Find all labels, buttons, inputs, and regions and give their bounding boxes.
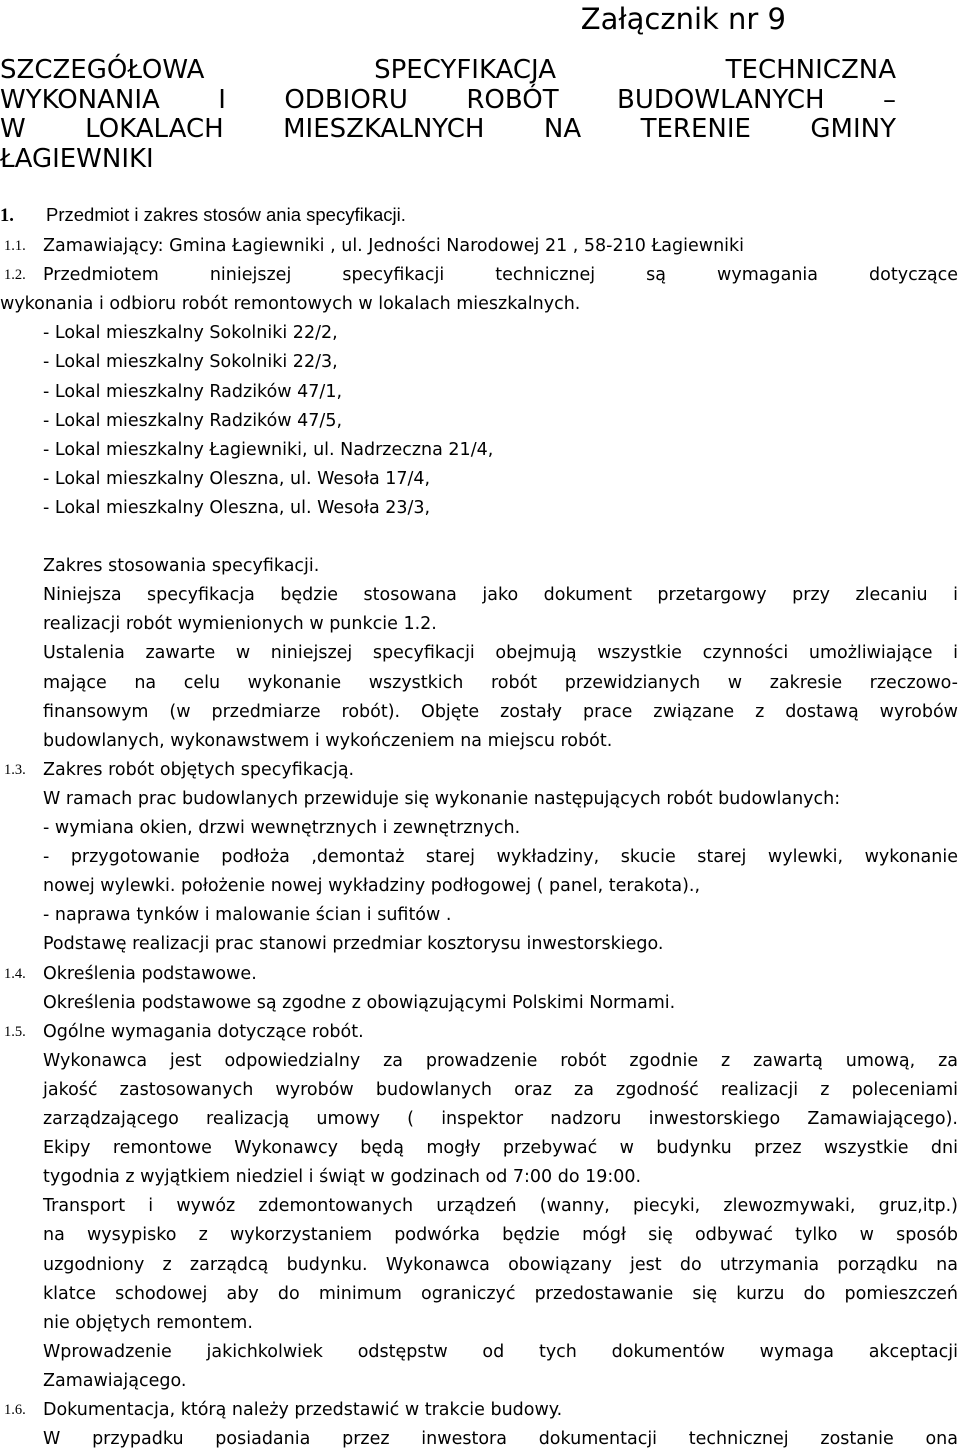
- title-word: –: [882, 84, 896, 115]
- line-text: Zakres stosowania specyfikacji.: [43, 556, 320, 577]
- line-text: Zamawiającego.: [43, 1370, 187, 1391]
- title-word: W: [0, 114, 26, 144]
- title-word: TERENIE: [640, 114, 751, 144]
- line-text: budowlanych, wykonawstwem i wykończeniem na miejscu robót.: [43, 730, 613, 751]
- document-title: [0, 56, 896, 174]
- item-number: 1.6.: [4, 1402, 26, 1418]
- line-text: wykonania i odbioru robót remontowych w lokalach mieszkalnych.: [0, 294, 581, 315]
- line-text: Wykonawca jest odpowiedzialny za prowadzenie robót zgodnie z zawartą umową, za: [43, 1050, 958, 1071]
- line-text: Zakres robót objętych specyfikacją.: [43, 759, 355, 780]
- title-word: I: [218, 84, 226, 115]
- line-text: Podstawę realizacji prac stanowi przedmiar kosztorysu inwestorskiego.: [43, 934, 664, 955]
- line-text: Ekipy remontowe Wykonawcy będą mogły przebywać w budynku przez wszystkie dni: [43, 1138, 958, 1159]
- section-heading-1: [0, 202, 406, 229]
- title-word: GMINY: [810, 114, 896, 144]
- annex-label: Załącznik nr 9: [580, 2, 786, 36]
- line-text: Ustalenia zawarte w niniejszej specyfikacji obejmują wszystkie czynności umożliwiające i: [43, 643, 958, 664]
- line-text: jakość zastosowanych wyrobów budowlanych oraz za zgodność realizacji z poleceniami: [43, 1079, 958, 1100]
- line-text: realizacji robót wymienionych w punkcie 1.2.: [43, 614, 437, 635]
- line-text: - Lokal mieszkalny Łagiewniki, ul. Nadrzeczna 21/4,: [43, 439, 494, 460]
- line-text: - Lokal mieszkalny Sokolniki 22/2,: [43, 323, 338, 344]
- line-text: - Lokal mieszkalny Oleszna, ul. Wesoła 17/4,: [43, 468, 431, 489]
- item-number: 1.3.: [4, 761, 26, 778]
- line-text: na wysypisko z wykorzystaniem podwórka będzie mógł się odbywać tylko w sposób: [43, 1225, 958, 1246]
- line-text: Zamawiający: Gmina Łagiewniki , ul. Jedności Narodowej 21 , 58-210 Łagiewniki: [43, 236, 745, 256]
- title-word: ODBIORU: [284, 84, 408, 115]
- title-word: ŁAGIEWNIKI: [0, 143, 154, 174]
- line-text: nowej wylewki. położenie nowej wykładziny podłogowej ( panel, terakota).,: [43, 876, 701, 897]
- title-word: NA: [543, 114, 582, 144]
- line-text: Transport i wywóz zdemontowanych urządzeń (wanny, piecyki, zlewozmywaki, gruz,itp.): [43, 1196, 958, 1217]
- line-text: Określenia podstawowe są zgodne z obowiązującymi Polskimi Normami.: [43, 992, 676, 1013]
- line-text: - Lokal mieszkalny Sokolniki 22/3,: [43, 352, 338, 373]
- line-text: mające na celu wykonanie wszystkich robót przewidzianych w zakresie rzeczowo-: [43, 672, 958, 693]
- line-text: nie objętych remontem.: [43, 1312, 253, 1333]
- title-word: TECHNICZNA: [725, 55, 896, 85]
- line-text: - przygotowanie podłoża ,demontaż starej wykładziny, skucie starej wylewki, wykonanie: [43, 847, 958, 868]
- line-text: Dokumentacja, którą należy przedstawić w trakcie budowy.: [43, 1400, 563, 1420]
- line-text: - Lokal mieszkalny Oleszna, ul. Wesoła 23/3,: [43, 497, 431, 518]
- section-number: 1.: [0, 206, 14, 226]
- line-text: Niniejsza specyfikacja będzie stosowana jako dokument przetargowy przy zlecaniu i: [43, 585, 958, 606]
- line-text: W ramach prac budowlanych przewiduje się wykonanie następujących robót budowlanych:: [43, 788, 841, 809]
- line-text: - wymiana okien, drzwi wewnętrznych i zewnętrznych.: [43, 818, 521, 838]
- title-word: SZCZEGÓŁOWA: [0, 55, 205, 85]
- line-text: W przypadku posiadania przez inwestora dokumentacji technicznej zostanie ona: [43, 1429, 958, 1450]
- line-text: Wprowadzenie jakichkolwiek odstępstw od tych dokumentów wymaga akceptacji: [43, 1341, 958, 1362]
- title-line: [0, 115, 896, 145]
- title-word: BUDOWLANYCH: [617, 84, 825, 115]
- item-number: 1.4.: [4, 965, 26, 982]
- title-word: MIESZKALNYCH: [283, 114, 485, 144]
- title-word: LOKALACH: [85, 114, 224, 144]
- line-text: finansowym (w przedmiarze robót). Objęte zostały prace związane z dostawą wyrobów: [43, 701, 958, 722]
- title-line: [0, 145, 896, 175]
- title-word: ROBÓT: [466, 84, 559, 115]
- line-text: - naprawa tynków i malowanie ścian i sufitów .: [43, 905, 452, 926]
- item-number: 1.1.: [4, 238, 26, 254]
- section-title: Przedmiot i zakres stosów ania specyfikacji.: [46, 204, 406, 225]
- item-number: 1.5.: [4, 1023, 26, 1040]
- line-text: tygodnia z wyjątkiem niedziel i świąt w godzinach od 7:00 do 19:00.: [43, 1167, 642, 1188]
- item-number: 1.2.: [4, 267, 26, 284]
- line-text: - Lokal mieszkalny Radzików 47/1,: [43, 381, 343, 402]
- line-text: - Lokal mieszkalny Radzików 47/5,: [43, 410, 343, 431]
- line-text: klatce schodowej aby do minimum ograniczyć przedostawanie się kurzu do pomieszczeń: [43, 1283, 958, 1304]
- line-text: uzgodniony z zarządcą budynku. Wykonawca obowiązany jest do utrzymania porządku na: [43, 1254, 958, 1275]
- line-text: Przedmiotem niniejszej specyfikacji technicznej są wymagania dotyczące: [43, 265, 958, 286]
- title-word: WYKONANIA: [0, 84, 160, 115]
- line-text: Ogólne wymagania dotyczące robót.: [43, 1021, 364, 1042]
- title-word: SPECYFIKACJA: [374, 55, 557, 85]
- title-line: [0, 86, 896, 116]
- line-text: zarządzającego realizacją umowy ( inspektor nadzoru inwestorskiego Zamawiającego).: [43, 1109, 958, 1129]
- title-line: [0, 56, 896, 86]
- line-text: Określenia podstawowe.: [43, 963, 257, 984]
